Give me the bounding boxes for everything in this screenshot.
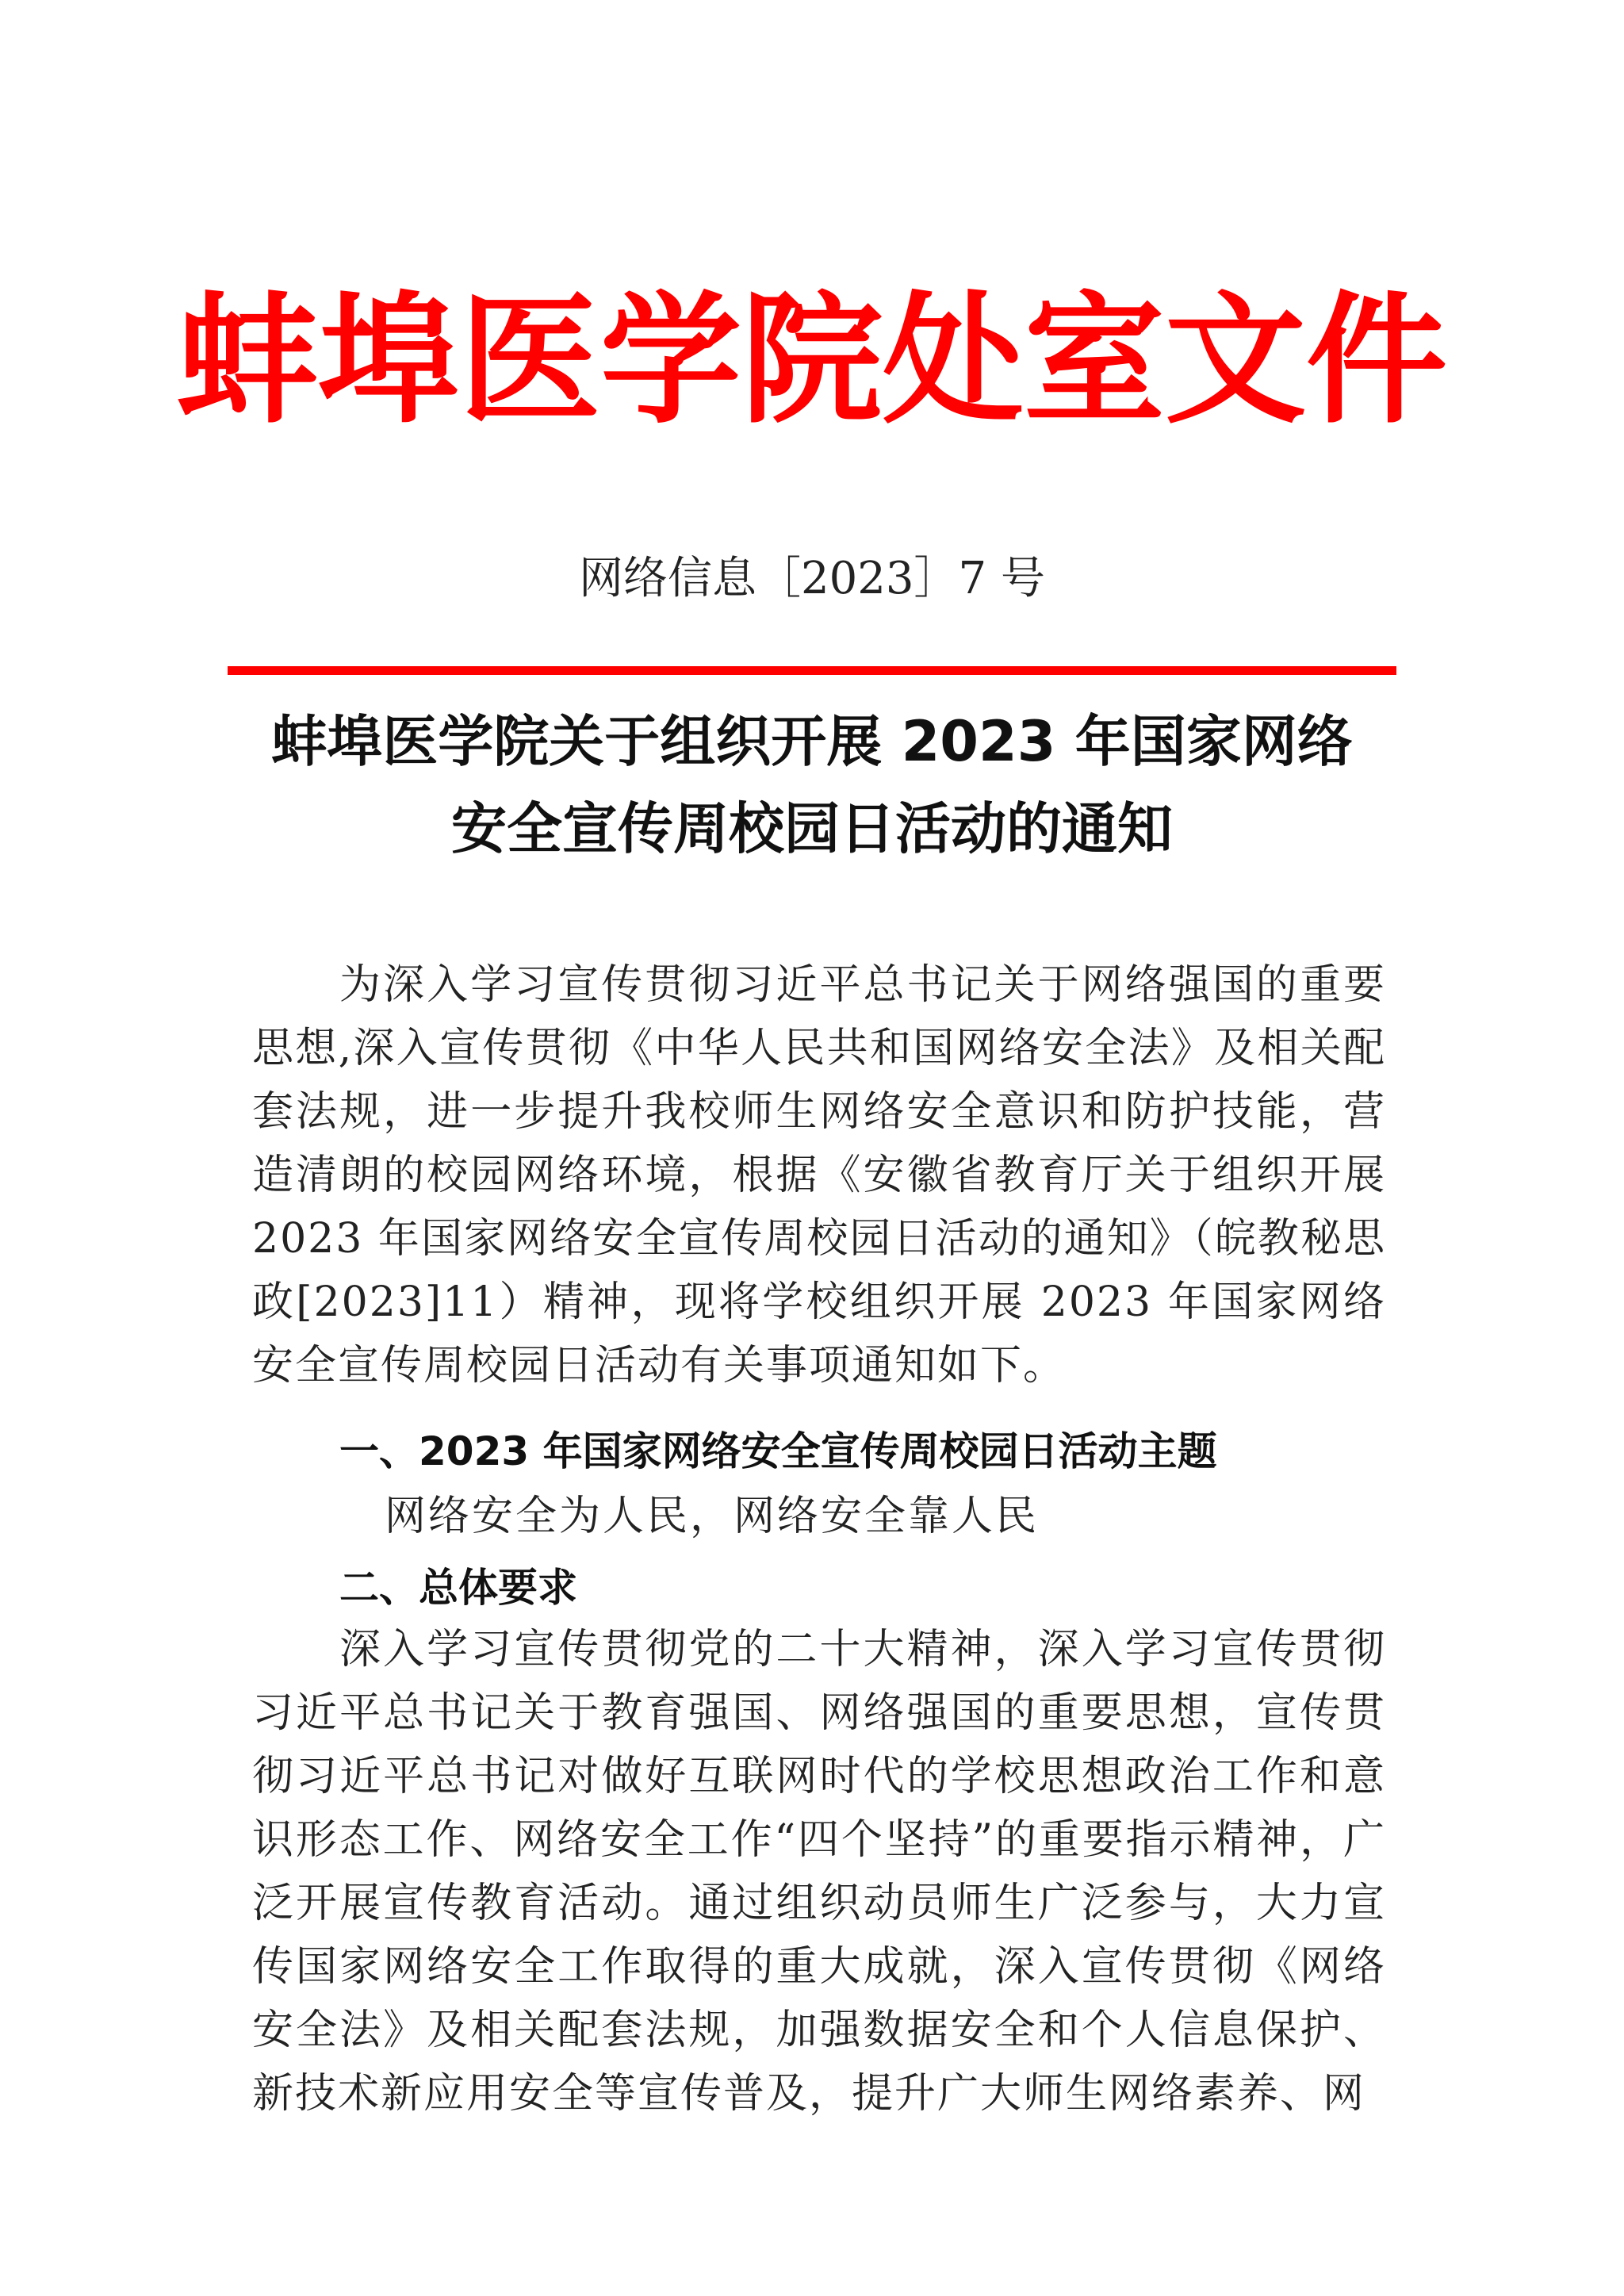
section-1-heading: 一、2023 年国家网络安全宣传周校园日活动主题 bbox=[339, 1428, 1217, 1474]
activity-theme: 网络安全为人民，网络安全靠人民 bbox=[385, 1493, 1040, 1540]
notice-title bbox=[159, 698, 1465, 872]
notice-title-line-1: 蚌埠医学院关于组织开展 2023 年国家网络 bbox=[271, 709, 1353, 774]
notice-title-line-2: 安全宣传周校园日活动的通知 bbox=[451, 796, 1173, 861]
document-number: 网络信息［2023］7 号 bbox=[579, 553, 1045, 604]
masthead-title: 蚌埠医学院处室文件 bbox=[177, 278, 1447, 443]
general-requirements-paragraph: 深入学习宣传贯彻党的二十大精神，深入学习宣传贯彻习近平总书记关于教育强国、网络强国的重要思想，宣传贯彻习近平总书记对做好互联网时代的学校思想政治工作和意识形态工作、网络安全工作“四个坚持”的重要指示精神，广泛开展宣传教育活动。通过组织动员师生广泛参与，大力宣传国家网络安全工作取得的重大成就，深入宣传贯彻《网络安全法》及相关配套法规，加强数据安全和个人信息保护、新技术新应用安全等宣传普及，提升广大师生网络素养、网 bbox=[252, 1626, 1386, 2118]
section-2-heading: 二、总体要求 bbox=[339, 1565, 577, 1611]
red-divider-rule bbox=[228, 666, 1396, 675]
intro-paragraph: 为深入学习宣传贯彻习近平总书记关于网络强国的重要思想,深入宣传贯彻《中华人民共和国网络安全法》及相关配套法规，进一步提升我校师生网络安全意识和防护技能，营造清朗的校园网络环境，根据《安徽省教育厅关于组织开展 2023 年国家网络安全宣传周校园日活动的通知》（皖教秘思政[2023]11）精神，现将学校组织开展 2023 年国家网络安全宣传周校园日活动有关事项通知如下。 bbox=[252, 961, 1386, 1389]
